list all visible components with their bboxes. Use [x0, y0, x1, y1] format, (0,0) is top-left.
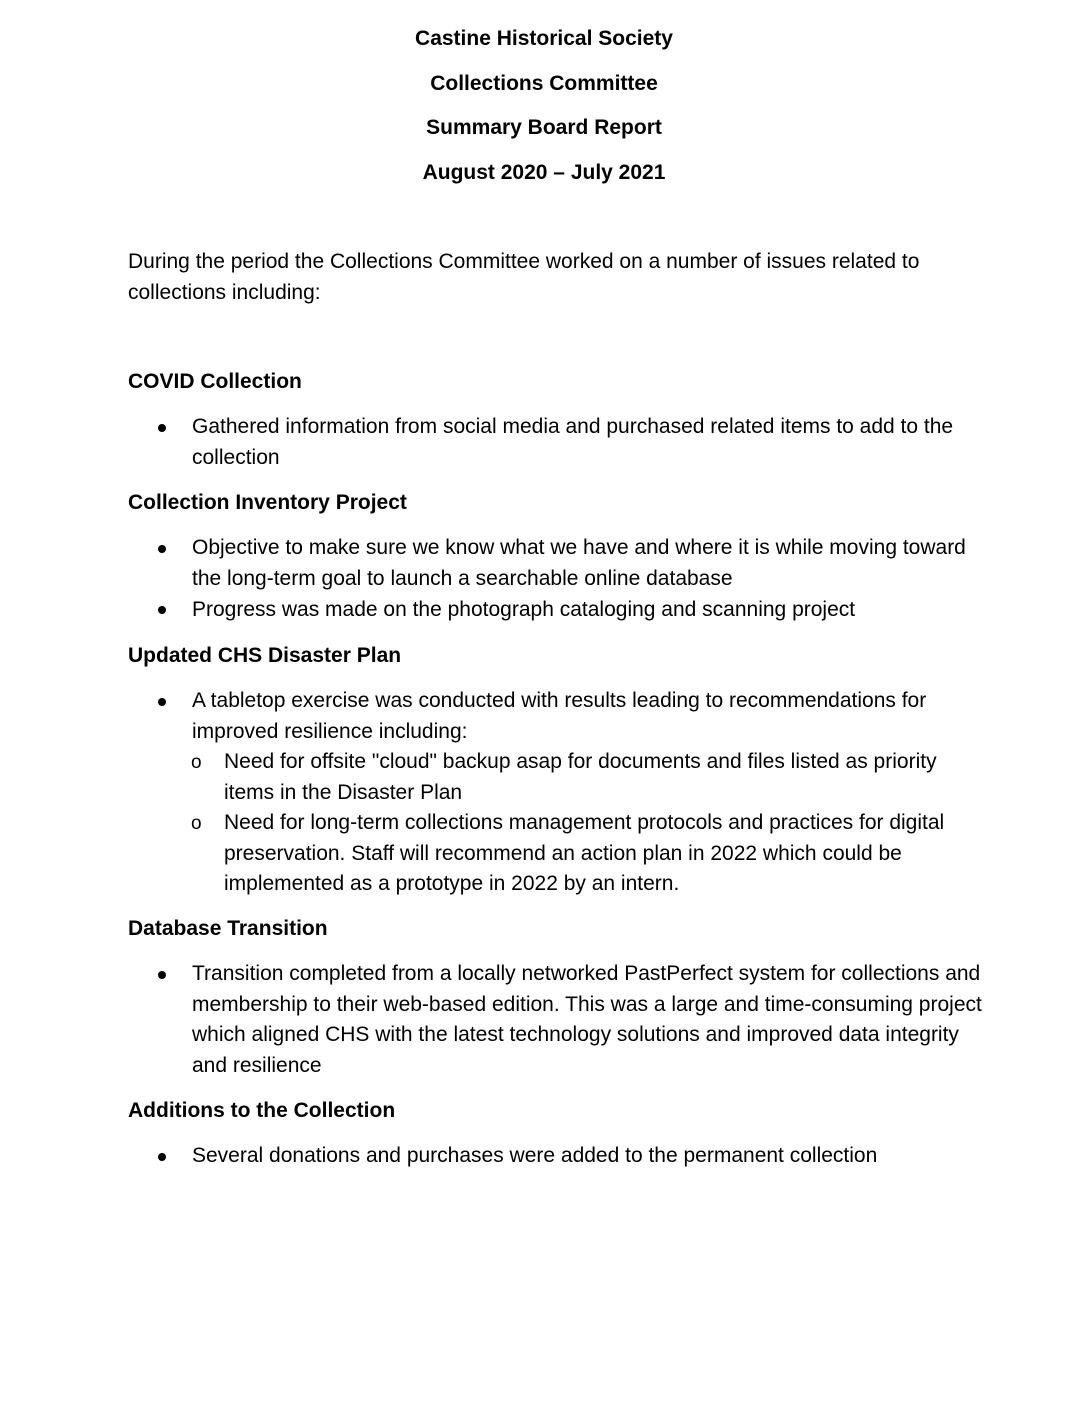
list-item: Gathered information from social media and purchased related items to add to the collection — [192, 415, 954, 469]
committee-title: Collections Committee — [430, 71, 658, 95]
sub-list-item: Need for offsite "cloud" backup asap for documents and files listed as priority items in the Disaster Plan — [224, 750, 937, 804]
section-heading-disaster-plan: Updated CHS Disaster Plan — [128, 644, 402, 667]
bullet-icon — [155, 695, 169, 709]
sub-bullet-icon: o — [191, 752, 202, 773]
bullet-icon — [155, 542, 169, 556]
report-title: Summary Board Report — [426, 116, 662, 139]
list-item: Progress was made on the photograph cataloging and scanning project — [192, 598, 856, 621]
bullet-icon — [155, 968, 169, 982]
list-item: Several donations and purchases were added to the permanent collection — [192, 1144, 878, 1167]
intro-paragraph: During the period the Collections Committee worked on a number of issues related to collections including: — [128, 250, 920, 304]
sub-list-item: Need for long-term collections management protocols and practices for digital preservation. Staff will recommend an action plan in 2022 which could be implemented as a prototype in 2022 by an intern. — [224, 811, 945, 895]
list-item: Transition completed from a locally networked PastPerfect system for collections and membership to their web-based edition. This was a large and time-consuming project which aligned CHS with the latest technology solutions and improved data integrity and resilience — [192, 962, 982, 1077]
list-item: Objective to make sure we know what we have and where it is while moving toward the long-term goal to launch a searchable online database — [192, 536, 966, 590]
sub-bullet-icon: o — [191, 813, 202, 834]
section-heading-inventory: Collection Inventory Project — [128, 491, 407, 514]
report-header — [0, 24, 1088, 202]
section-heading-database: Database Transition — [128, 917, 328, 940]
report-period: August 2020 – July 2021 — [422, 160, 666, 184]
org-title: Castine Historical Society — [415, 27, 673, 50]
bullet-icon — [155, 421, 169, 435]
bullet-icon — [155, 1150, 169, 1164]
section-heading-additions: Additions to the Collection — [128, 1099, 396, 1122]
section-heading-covid: COVID Collection — [128, 370, 302, 393]
bullet-icon — [155, 603, 169, 617]
list-item: A tabletop exercise was conducted with results leading to recommendations for improved resilience including: — [192, 689, 927, 743]
